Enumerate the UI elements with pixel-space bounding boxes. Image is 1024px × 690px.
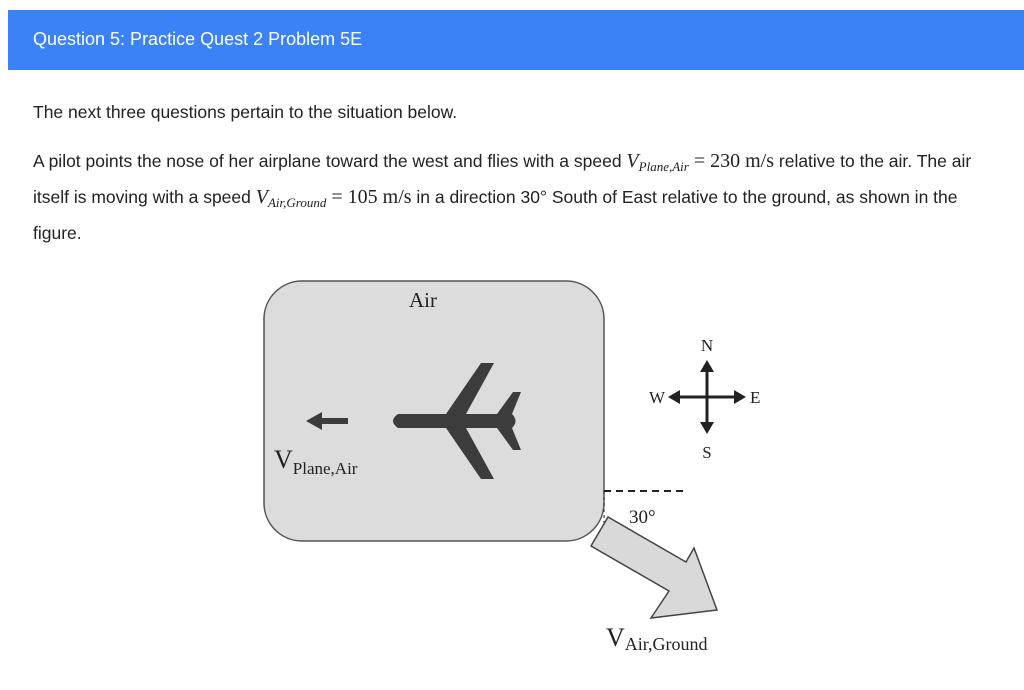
angle-label: 30° — [629, 507, 656, 528]
compass-east-label: E — [750, 388, 761, 407]
v1-subscript: Plane,Air — [638, 159, 689, 174]
air-ground-vector-arrow — [591, 517, 717, 618]
v1-equals: = — [688, 150, 711, 172]
compass-north-label: N — [700, 336, 714, 355]
intro-text: The next three questions pertain to the situation below. — [33, 102, 458, 122]
v2-symbol: V — [255, 186, 268, 208]
air-label: Air — [409, 288, 437, 312]
compass-south-label: S — [702, 443, 712, 462]
plane-vector-subscript: Plane,Air — [292, 459, 358, 478]
air-region-box — [264, 281, 604, 541]
paragraph-part-2: relative to the air. The air itself is moving with a speed — [33, 151, 972, 207]
compass-west-label: W — [649, 388, 666, 407]
v2-subscript: Air,Ground — [267, 195, 327, 210]
compass-icon — [668, 360, 746, 434]
ground-vector-label — [606, 623, 708, 654]
ground-vector-subscript: Air,Ground — [624, 634, 708, 654]
paragraph-part-1: A pilot points the nose of her airplane toward the west and flies with a speed — [33, 151, 627, 171]
question-title: Question 5: Practice Quest 2 Problem 5E — [33, 29, 363, 49]
paragraph-part-3: in a direction 30° South of East relative to the ground, as shown in the figure. — [33, 187, 958, 243]
v1-value: 230 m/s — [710, 150, 775, 172]
v2-value: 105 m/s — [347, 186, 412, 208]
v2-equals: = — [326, 186, 348, 208]
plane-vector-symbol: V — [274, 445, 293, 474]
v1-symbol: V — [626, 150, 639, 172]
ground-vector-symbol: V — [606, 623, 625, 652]
